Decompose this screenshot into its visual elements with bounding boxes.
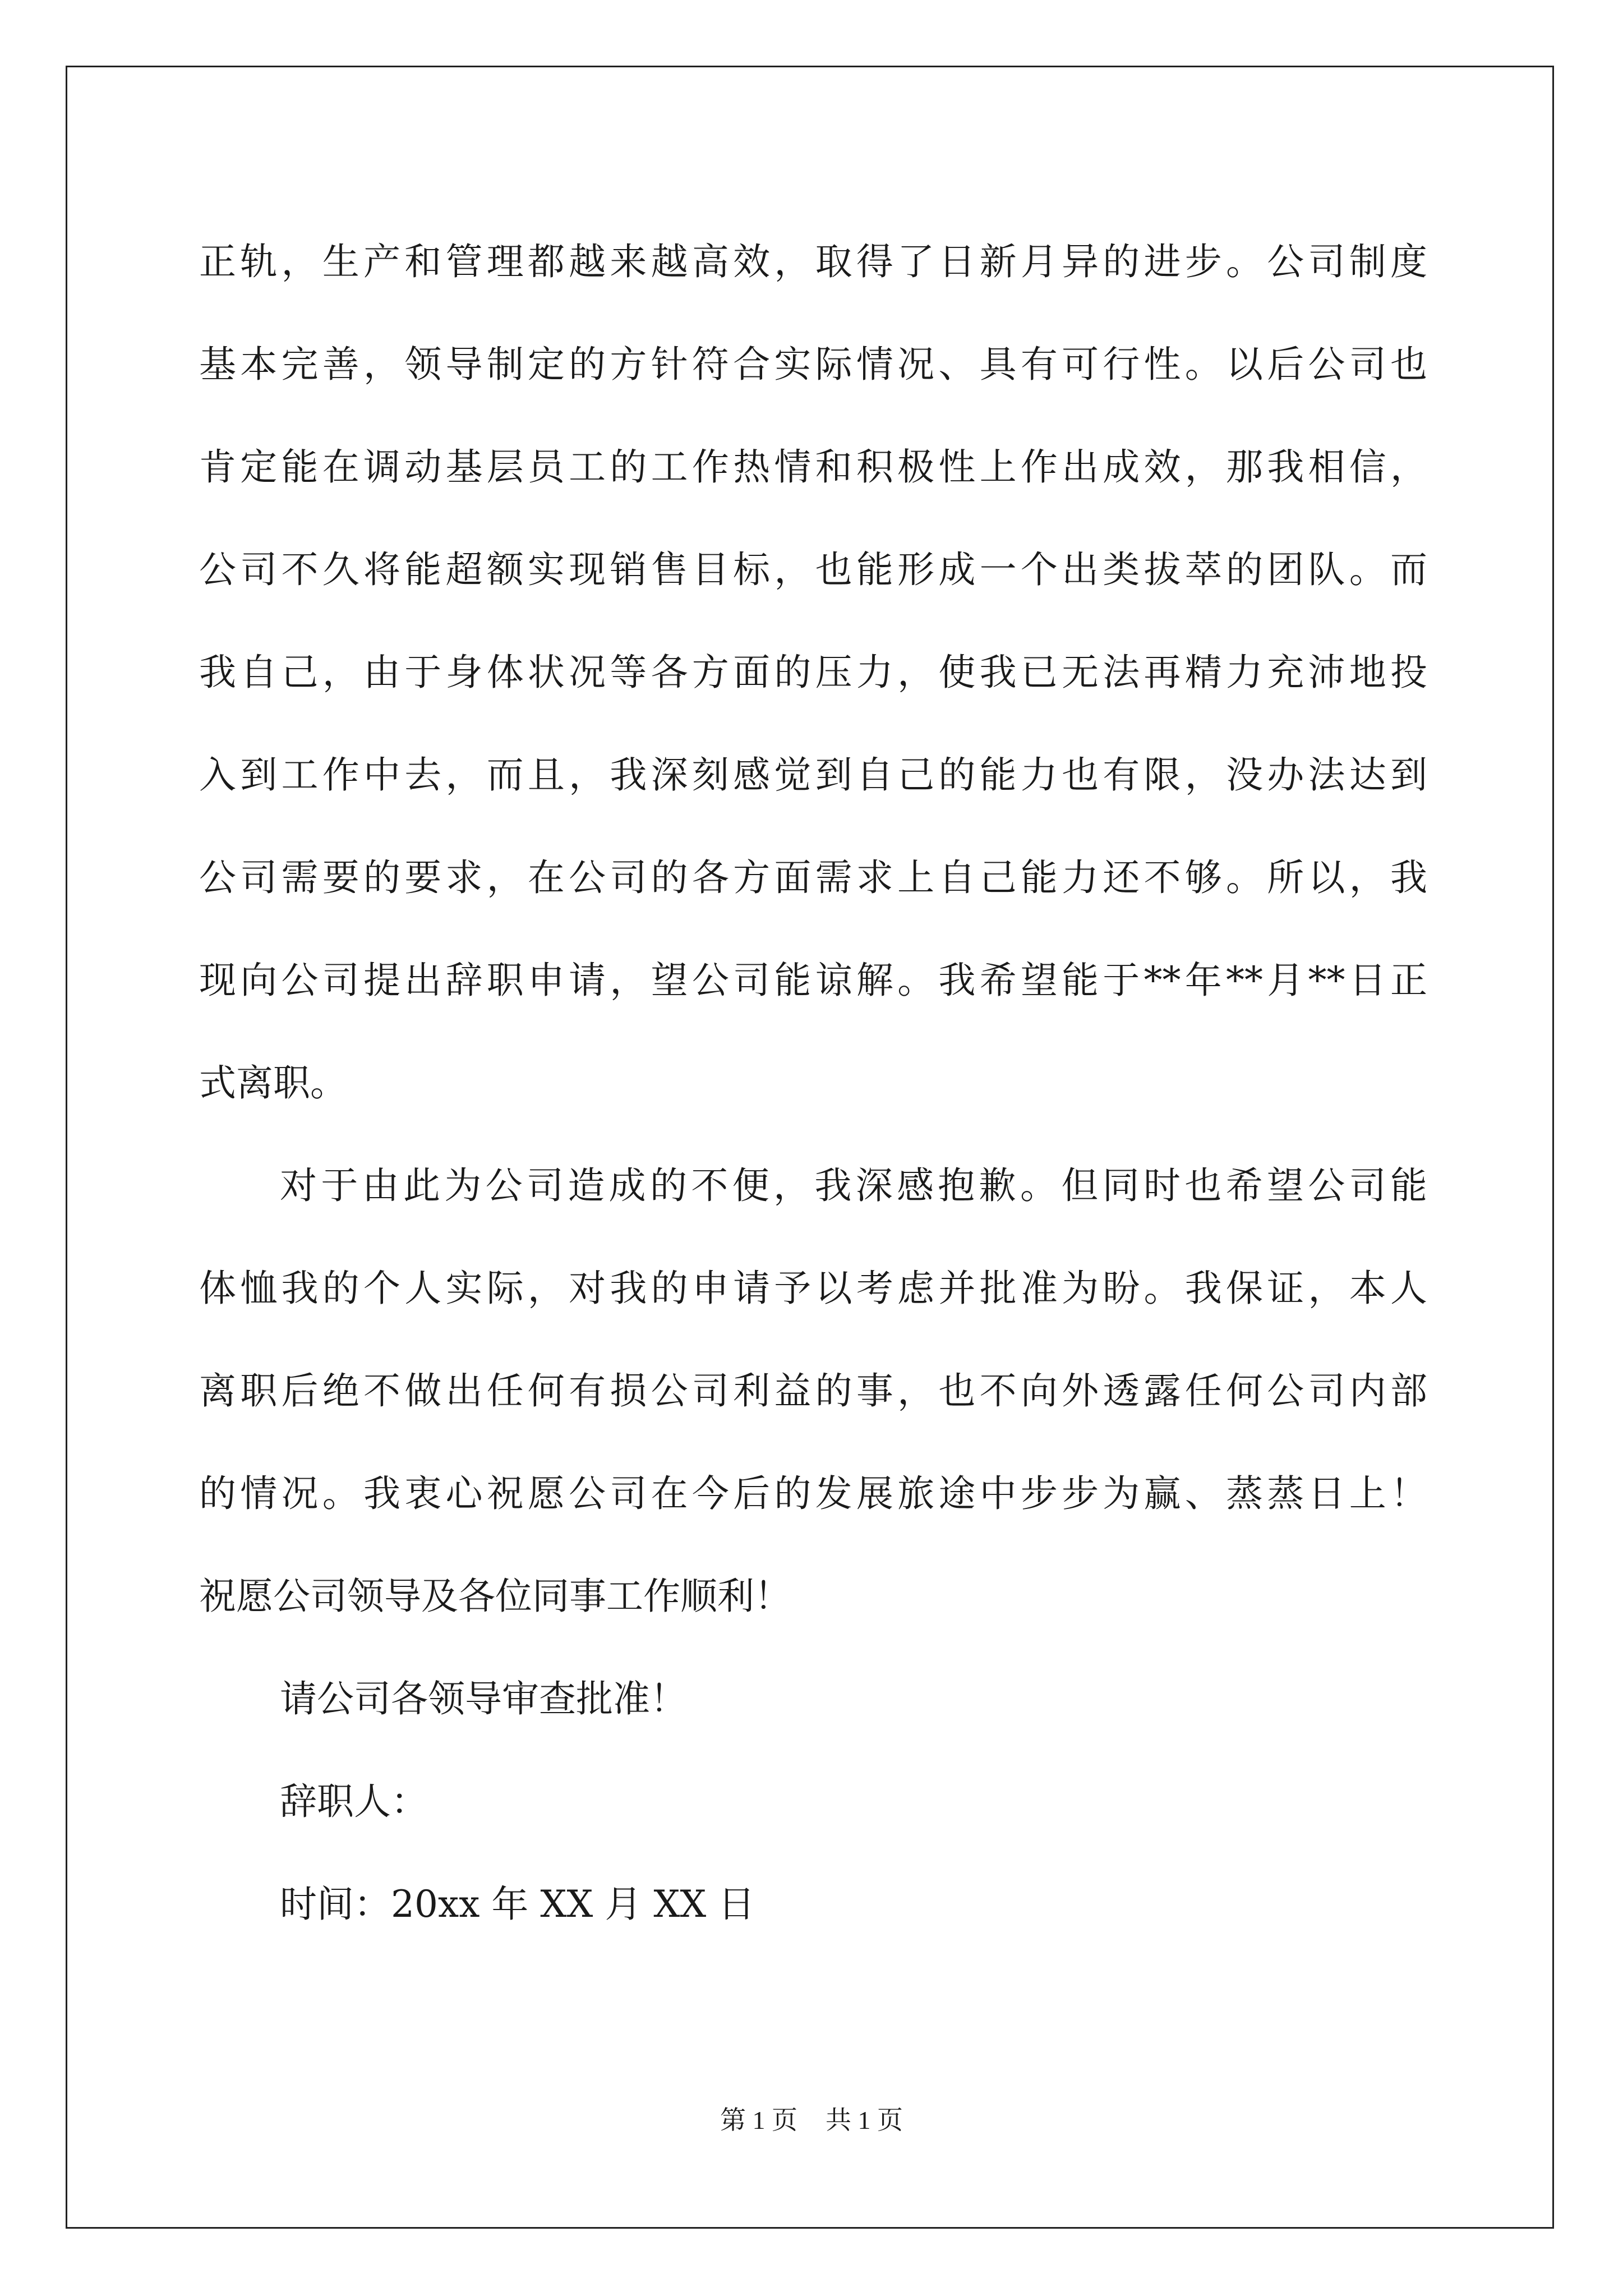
text-line: 入到工作中去，而且，我深刻感觉到自己的能力也有限，没办法达到	[199, 753, 1427, 797]
date-line: 时间：20xx 年 XX 月 XX 日	[280, 1883, 755, 1926]
approval-request: 请公司各领导审查批准！	[280, 1677, 687, 1720]
text-line: 公司不久将能超额实现销售目标，也能形成一个出类拔萃的团队。而	[199, 548, 1427, 591]
text-line: 肯定能在调动基层员工的工作热情和积极性上作出成效，那我相信，	[199, 445, 1427, 489]
text-line: 的情况。我衷心祝愿公司在今后的发展旅途中步步为赢、蒸蒸日上！	[199, 1472, 1427, 1515]
text-line: 对于由此为公司造成的不便，我深感抱歉。但同时也希望公司能	[280, 1164, 1427, 1207]
paragraph-2	[199, 1134, 1427, 1648]
text-line: 正轨，生产和管理都越来越高效，取得了日新月异的进步。公司制度	[199, 240, 1427, 283]
text-line: 式离职。	[199, 1061, 347, 1105]
text-line: 现向公司提出辞职申请，望公司能谅解。我希望能于**年**月**日正	[199, 959, 1427, 1002]
page-total: 共 1 页	[826, 2106, 903, 2134]
text-line: 基本完善，领导制定的方针符合实际情况、具有可行性。以后公司也	[199, 343, 1427, 386]
text-line: 我自己，由于身体状况等各方面的压力，使我已无法再精力充沛地投	[199, 651, 1427, 694]
document-body	[199, 210, 1427, 1955]
paragraph-1	[199, 210, 1427, 1134]
text-line: 体恤我的个人实际，对我的申请予以考虑并批准为盼。我保证，本人	[199, 1267, 1427, 1310]
page-number: 第 1 页	[720, 2106, 797, 2134]
text-line: 离职后绝不做出任何有损公司利益的事，也不向外透露任何公司内部	[199, 1369, 1427, 1412]
signatory-label: 辞职人：	[280, 1780, 428, 1823]
text-line: 祝愿公司领导及各位同事工作顺利！	[199, 1575, 791, 1618]
page-footer	[0, 2104, 1623, 2137]
text-line: 公司需要的要求，在公司的各方面需求上自己能力还不够。所以，我	[199, 856, 1427, 899]
